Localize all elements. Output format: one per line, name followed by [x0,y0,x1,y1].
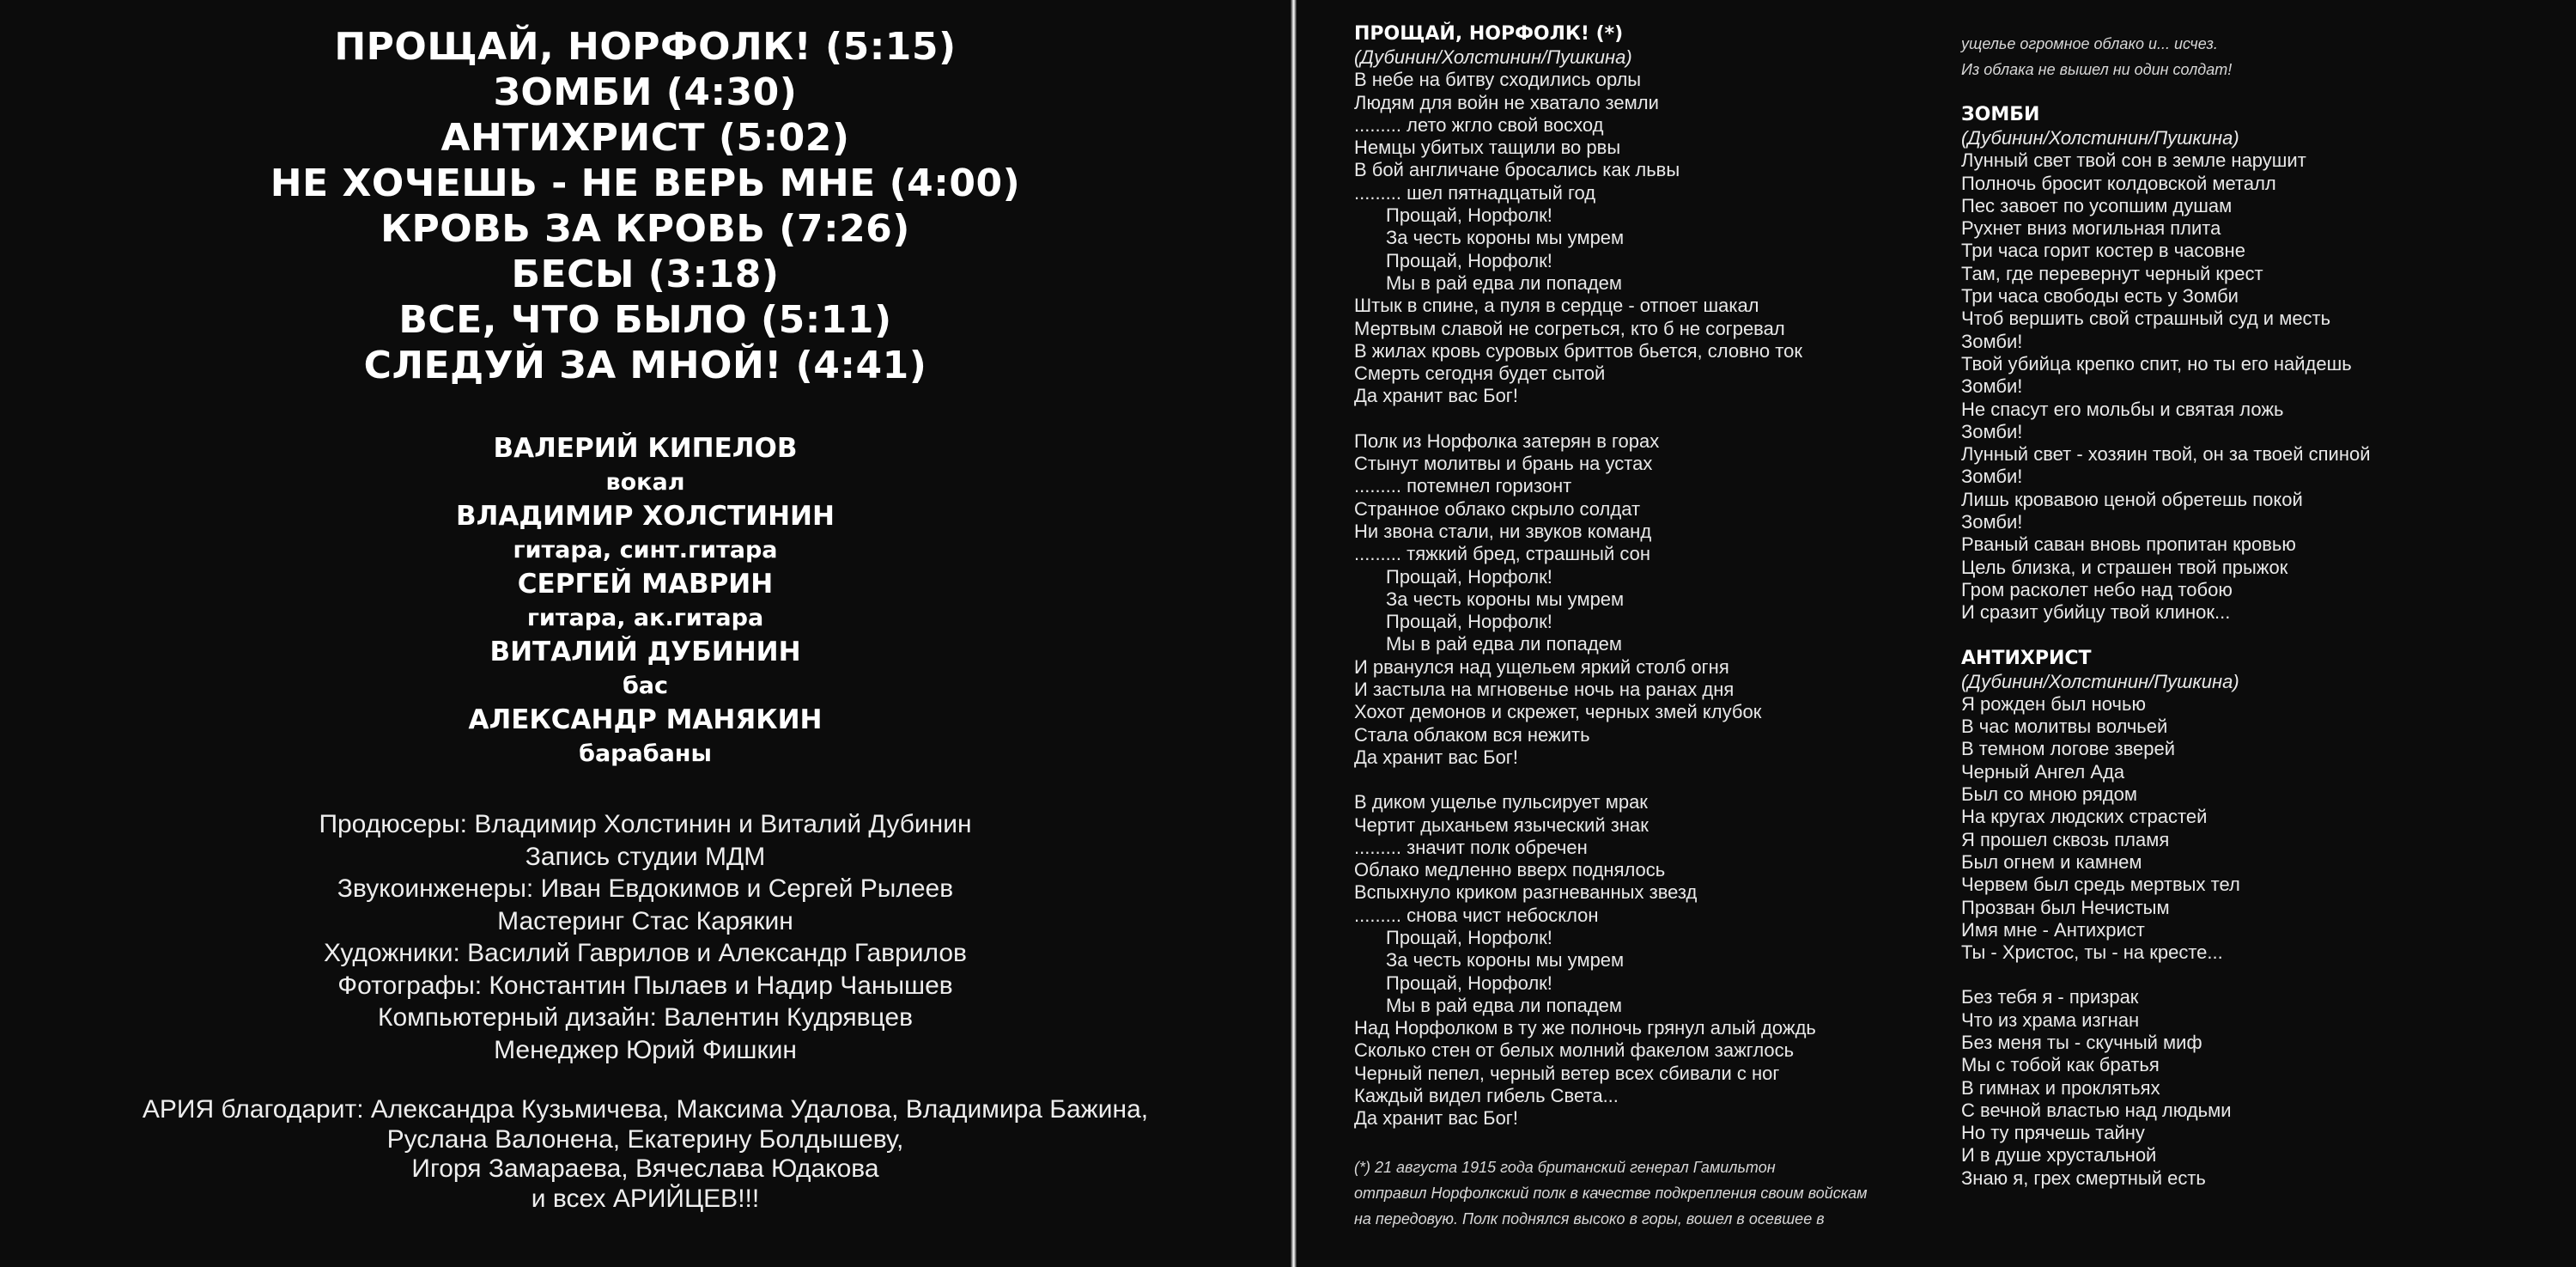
track-title: ЗОМБИ (4:30) [493,70,798,114]
lyric-line: ......... шел пятнадцатый год [1354,181,1596,204]
track-title: ПРОЩАЙ, НОРФОЛК! (5:15) [334,25,957,69]
lyrics-stanza [1961,986,2511,1190]
member-role: гитара, синт.гитара [513,537,778,563]
lyric-line: Лишь кровавою ценой обретешь покой [1961,488,2303,510]
lyric-line: Имя мне - Антихрист [1961,918,2145,941]
lyric-line: Хохот демонов и скрежет, черных змей клубок [1354,701,1762,723]
track-title: АНТИХРИСТ (5:02) [440,116,850,160]
lyrics-stanza [1354,791,1852,1130]
lyric-line: Три часа горит костер в часовне [1961,240,2245,262]
footnote [1354,1154,1955,1232]
song-title: ПРОЩАЙ, НОРФОЛК! (*) [1354,23,1624,45]
credit-line: Фотографы: Константин Пылаев и Надир Чанышев [337,971,953,1000]
lyric-line: Странное облако скрыло солдат [1354,497,1641,520]
lyric-line: Без тебя я - призрак [1961,986,2139,1008]
lyric-line: Знаю я, грех смертный есть [1961,1166,2206,1189]
tracklist [0,24,1291,388]
lyric-line: Был огнем и камнем [1961,850,2142,873]
chorus-line: Мы в рай едва ли попадем [1386,271,1623,294]
song-title: ЗОМБИ [1961,104,2040,125]
lyric-line: Был со мною рядом [1961,783,2138,806]
lyric-line: В бой англичане бросались как львы [1354,159,1680,181]
track-title: ВСЕ, ЧТО БЫЛО (5:11) [398,298,892,342]
member-name: ВЛАДИМИР ХОЛСТИНИН [456,501,835,532]
member-role: гитара, ак.гитара [526,605,764,631]
member-role: вокал [605,469,685,496]
lyric-line: Ты - Христос, ты - на кресте... [1961,941,2223,964]
lyric-line: Там, где перевернут черный крест [1961,262,2263,284]
chorus-line: Прощай, Норфолк! [1386,972,1552,994]
lyric-line: Да хранит вас Бог! [1354,1107,1518,1130]
member-role: барабаны [579,740,712,767]
band-lineup [0,431,1291,771]
member-name: ВИТАЛИЙ ДУБИНИН [489,637,801,667]
lyric-line: Но ту прячешь тайну [1961,1122,2145,1144]
lyric-line: В темном логове зверей [1961,738,2176,760]
lyric-line: Зомби! [1961,420,2023,442]
track-title: НЕ ХОЧЕШЬ - НЕ ВЕРЬ МНЕ (4:00) [270,161,1021,205]
lyrics-column-right [1961,31,2511,1212]
lyrics-column-left [1354,22,1852,1153]
lyric-line: Я рожден был ночью [1961,692,2146,715]
lyric-line: ......... потемнел горизонт [1354,475,1572,497]
credit-line: Мастеринг Стас Карякин [497,906,793,935]
lyric-line: Лунный свет - хозяин твой, он за твоей спиной [1961,443,2371,466]
chorus-line: Прощай, Норфолк! [1386,565,1552,588]
lyric-line: Ни звона стали, ни звуков команд [1354,520,1652,542]
thanks-section [0,1095,1291,1214]
lyric-line: Лунный свет твой сон в земле нарушит [1961,149,2306,172]
track-title: СЛЕДУЙ ЗА МНОЙ! (4:41) [363,344,927,387]
lyric-line: С вечной властью над людьми [1961,1099,2232,1121]
booklet-fold [1291,0,1297,1267]
credit-line: Художники: Василий Гаврилов и Александр Гаврилов [323,939,967,967]
lyric-line: Полночь бросит колдовской металл [1961,172,2276,194]
lyric-line: Немцы убитых тащили во рвы [1354,137,1621,159]
lyric-line: Рухнет вниз могильная плита [1961,217,2221,240]
credit-line: Запись студии МДМ [525,842,766,871]
lyric-line: Рваный саван вновь пропитан кровью [1961,533,2296,556]
lyric-line: ......... тяжкий бред, страшный сон [1354,543,1650,565]
lyric-line: Червем был средь мертвых тел [1961,874,2240,896]
song-authors: (Дубинин/Холстинин/Пушкина) [1961,127,2239,149]
lyrics-stanza [1961,693,2511,965]
lyric-line: Чертит дыханьем языческий знак [1354,813,1649,836]
credit-line: Компьютерный дизайн: Валентин Кудрявцев [377,1003,914,1032]
lyric-line: Каждый видел гибель Света... [1354,1085,1619,1107]
footnote-continuation [1961,31,2511,82]
chorus-line: За честь короны мы умрем [1386,588,1625,610]
member-role: бас [622,673,669,699]
lyric-line: И сразит убийцу твой клинок... [1961,601,2231,624]
lyric-line: На кругах людских страстей [1961,806,2208,828]
lyric-line: Сколько стен от белых молний факелом зажглось [1354,1039,1795,1062]
lyric-line: Пес завоет по усопшим душам [1961,194,2233,216]
lyric-line: Смерть сегодня будет сытой [1354,362,1606,385]
member-name: ВАЛЕРИЙ КИПЕЛОВ [493,433,798,464]
lyric-line: ......... значит полк обречен [1354,836,1588,858]
lyric-line: Без меня ты - скучный миф [1961,1031,2202,1053]
song-authors: (Дубинин/Холстинин/Пушкина) [1354,46,1632,68]
footnote-line: (*) 21 августа 1915 года британский генерал Гамильтон [1354,1159,1776,1176]
lyric-line: Зомби! [1961,511,2023,533]
credit-line: Продюсеры: Владимир Холстинин и Виталий Дубинин [319,810,972,838]
member-name: АЛЕКСАНДР МАНЯКИН [468,704,823,735]
lyric-line: Зомби! [1961,330,2023,352]
lyric-line: И в душе хрустальной [1961,1144,2157,1166]
track-title: КРОВЬ ЗА КРОВЬ (7:26) [380,207,910,251]
footnote-line: на передовую. Полк поднялся высоко в горы, вошел в осевшее в [1354,1210,1825,1227]
lyric-line: Прозван был Нечистым [1961,896,2170,918]
production-credits [0,808,1291,1066]
footnote-line: Из облака не вышел ни один солдат! [1961,61,2233,78]
lyric-line: ......... лето жгло свой восход [1354,113,1604,136]
track-title: БЕСЫ (3:18) [511,253,780,296]
lyrics-stanza [1354,69,1852,407]
chorus-line: Прощай, Норфолк! [1386,204,1552,227]
lyric-line: Вспыхнуло криком разгневанных звезд [1354,881,1698,904]
footnote-line: отправил Норфолкский полк в качестве подкрепления своим войскам [1354,1185,1868,1202]
lyric-line: В диком ущелье пульсирует мрак [1354,791,1648,813]
lyric-line: Облако медленно вверх поднялось [1354,859,1666,881]
lyric-line: Что из храма изгнан [1961,1008,2140,1031]
booklet-right-page [1297,0,2576,1267]
lyric-line: Да хранит вас Бог! [1354,385,1518,407]
lyric-line: Твой убийца крепко спит, но ты его найдешь [1961,352,2352,375]
chorus-line: Прощай, Норфолк! [1386,249,1552,271]
footnote-line: ущелье огромное облако и... исчез. [1961,35,2218,52]
lyric-line: ......... снова чист небосклон [1354,904,1599,926]
credit-line: Звукоинженеры: Иван Евдокимов и Сергей Рылеев [337,874,954,903]
chorus-line: Мы в рай едва ли попадем [1386,633,1623,655]
lyric-line: Мы с тобой как братья [1961,1054,2160,1076]
lyric-line: Цель близка, и страшен твой прыжок [1961,556,2288,578]
thanks-line: АРИЯ благодарит: Александра Кузьмичева, Максима Удалова, Владимира Бажина, [142,1095,1149,1124]
thanks-line: и всех АРИЙЦЕВ!!! [531,1184,760,1213]
lyric-line: Мертвым славой не согреться, кто б не согревал [1354,317,1785,339]
lyric-line: Полк из Норфолка затерян в горах [1354,429,1660,452]
lyric-line: Стынут молитвы и брань на устах [1354,453,1653,475]
chorus-line: За честь короны мы умрем [1386,227,1625,249]
lyric-line: Людям для войн не хватало земли [1354,91,1659,113]
credit-line: Менеджер Юрий Фишкин [494,1035,797,1064]
lyric-line: Не спасут его мольбы и святая ложь [1961,398,2284,420]
song-title: АНТИХРИСТ [1961,647,2092,669]
lyric-line: Зомби! [1961,466,2023,488]
chorus-line: Прощай, Норфолк! [1386,926,1552,948]
lyrics-stanza [1354,430,1852,769]
thanks-line: Руслана Валонена, Екатерину Болдышеву, [386,1124,904,1154]
lyric-line: И рванулся над ущельем яркий столб огня [1354,655,1729,678]
member-name: СЕРГЕЙ МАВРИН [517,569,774,600]
lyric-line: Черный Ангел Ада [1961,760,2125,783]
song-zombie [1961,103,2511,624]
lyric-line: Черный пепел, черный ветер всех сбивали с ног [1354,1062,1780,1084]
lyric-line: Я прошел сквозь пламя [1961,828,2170,850]
chorus-line: Прощай, Норфолк! [1386,611,1552,633]
lyric-line: Зомби! [1961,375,2023,398]
thanks-line: Игоря Замараева, Вячеслава Юдакова [411,1154,879,1183]
lyric-line: Штык в спине, а пуля в сердце - отпоет шакал [1354,295,1759,317]
lyric-line: Гром расколет небо над тобою [1961,578,2233,600]
lyric-line: Над Норфолком в ту же полночь грянул алый дождь [1354,1017,1816,1039]
lyric-line: В гимнах и проклятьях [1961,1076,2160,1099]
lyric-line: В небе на битву сходились орлы [1354,69,1642,91]
lyric-line: Стала облаком вся нежить [1354,723,1590,746]
song-authors: (Дубинин/Холстинин/Пушкина) [1961,670,2239,692]
song-antichrist [1961,647,2511,1191]
lyric-line: В час молитвы волчьей [1961,716,2168,738]
lyric-line: В жилах кровь суровых бриттов бьется, словно ток [1354,339,1802,362]
chorus-line: Мы в рай едва ли попадем [1386,994,1623,1016]
chorus-line: За честь короны мы умрем [1386,949,1625,972]
lyric-line: Три часа свободы есть у Зомби [1961,285,2239,308]
lyric-line: И застыла на мгновенье ночь на ранах дня [1354,679,1735,701]
lyric-line: Да хранит вас Бог! [1354,746,1518,768]
lyric-line: Чтоб вершить свой страшный суд и месть [1961,308,2331,330]
